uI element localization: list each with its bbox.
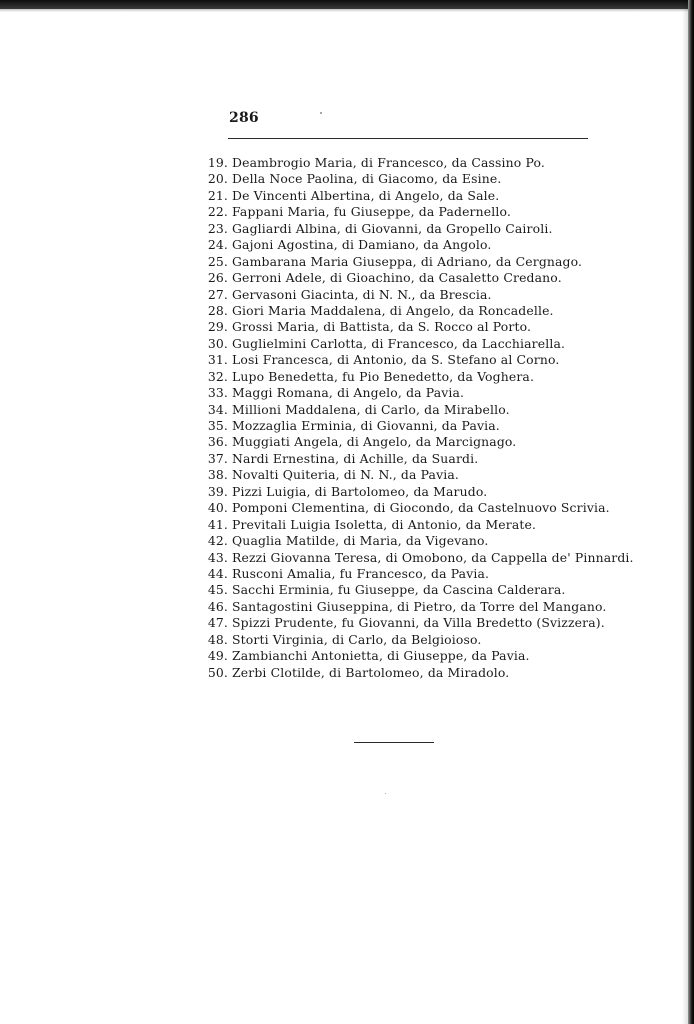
entry-text: Della Noce Paolina, di Giacomo, da Esine. [232,171,502,187]
list-item [198,434,634,450]
entry-text: Deambrogio Maria, di Francesco, da Cassino Po. [232,155,545,170]
list-item [198,599,634,615]
list-item [198,188,634,204]
entry-number: 28. [207,302,228,318]
list-item [198,566,634,582]
entry-text: Fappani Maria, fu Giuseppe, da Padernello. [232,204,511,220]
entry-number: 50. [207,664,228,680]
entry-text: Muggiati Angela, di Angelo, da Marcignago. [232,434,517,450]
list-item [198,336,634,352]
header-rule [228,138,588,139]
entry-number: 46. [207,598,228,614]
list-item [198,500,634,516]
entry-number: 22. [207,204,228,220]
scan-speck [385,793,386,794]
list-item [198,155,634,171]
entry-number: 21. [207,187,228,203]
entry-text: Mozzaglia Erminia, di Giovanni, da Pavia. [232,418,500,433]
list-item [198,484,634,500]
entry-text: Lupo Benedetta, fu Pio Benedetto, da Voghera. [232,368,535,384]
entry-number: 26. [207,270,228,286]
list-item [198,204,634,220]
list-item [198,533,634,549]
entry-number: 35. [207,418,228,433]
list-item [198,648,634,664]
entry-text: Pizzi Luigia, di Bartolomeo, da Marudo. [232,483,488,499]
entry-text: Losi Francesca, di Antonio, da S. Stefano al Corno. [232,352,560,368]
entry-number: 33. [207,385,228,401]
entry-text: Zerbi Clotilde, di Bartolomeo, da Miradolo. [232,664,510,680]
list-item [198,582,634,598]
entry-number: 39. [207,483,228,499]
entry-number: 32. [207,368,228,384]
entry-text: Giori Maria Maddalena, di Angelo, da Roncadelle. [232,302,554,318]
entry-number: 24. [207,237,228,253]
entry-text: Grossi Maria, di Battista, da S. Rocco al Porto. [232,319,532,335]
list-item [198,402,634,418]
entry-number: 34. [207,401,228,417]
entry-number: 29. [207,319,228,335]
entry-number: 30. [207,335,228,351]
list-item [198,665,634,681]
closing-rule [354,742,434,743]
entry-text: Nardi Ernestina, di Achille, da Suardi. [232,450,479,466]
list-item [198,319,634,335]
list-item [198,632,634,648]
list-item [198,418,634,434]
entry-text: Quaglia Matilde, di Maria, da Vigevano. [232,533,489,549]
entry-text: Previtali Luigia Isoletta, di Antonio, da Merate. [232,516,537,532]
list-item [198,385,634,401]
list-item [198,369,634,385]
list-item [198,270,634,286]
list-item [198,171,634,187]
entry-text: Zambianchi Antonietta, di Giuseppe, da Pavia. [232,648,530,664]
scan-speck [320,112,322,114]
list-item [198,352,634,368]
entry-number: 49. [207,648,228,664]
list-item [198,254,634,270]
entry-text: Rezzi Giovanna Teresa, di Omobono, da Cappella de' Pinnardi. [232,549,634,565]
entry-number: 48. [207,631,228,647]
entry-number: 25. [207,253,228,269]
scan-right-edge [688,0,694,1024]
entry-text: Gerroni Adele, di Gioachino, da Casaletto Credano. [232,270,562,286]
list-item [198,615,634,631]
list-item [198,221,634,237]
entry-number: 45. [207,582,228,598]
entry-text: Spizzi Prudente, fu Giovanni, da Villa Bredetto (Svizzera). [232,615,605,631]
list-item [198,287,634,303]
entry-number: 19. [207,155,228,170]
list-item [198,451,634,467]
entry-number: 44. [207,565,228,581]
entry-text: Storti Virginia, di Carlo, da Belgioioso. [232,631,482,647]
list-item [198,467,634,483]
list-item [198,517,634,533]
list-item [198,303,634,319]
entry-number: 31. [207,352,228,368]
entry-text: Rusconi Amalia, fu Francesco, da Pavia. [232,565,490,581]
entry-number: 38. [207,467,228,483]
entry-text: Santagostini Giuseppina, di Pietro, da Torre del Mangano. [232,598,607,614]
list-item [198,550,634,566]
entry-text: Maggi Romana, di Angelo, da Pavia. [232,385,465,401]
name-list [198,155,634,681]
entry-number: 36. [207,434,228,450]
scan-top-shadow [0,9,694,12]
entry-text: De Vincenti Albertina, di Angelo, da Sale. [232,187,500,203]
entry-number: 23. [207,220,228,236]
entry-number: 27. [207,286,228,302]
entry-number: 47. [207,615,228,631]
entry-text: Pomponi Clementina, di Giocondo, da Castelnuovo Scrivia. [232,500,610,516]
entry-text: Guglielmini Carlotta, di Francesco, da Lacchiarella. [232,335,566,351]
page-number: 286 [229,110,259,126]
entry-text: Gajoni Agostina, di Damiano, da Angolo. [232,237,492,253]
entry-number: 20. [207,171,228,187]
entry-text: Gagliardi Albina, di Giovanni, da Gropello Cairoli. [232,220,553,236]
entry-number: 40. [207,500,228,516]
entry-text: Sacchi Erminia, fu Giuseppe, da Cascina Calderara. [232,582,566,598]
entry-text: Gervasoni Giacinta, di N. N., da Brescia. [232,286,492,302]
entry-text: Novalti Quiteria, di N. N., da Pavia. [232,467,459,483]
entry-number: 37. [207,450,228,466]
entry-number: 41. [207,516,228,532]
entry-text: Gambarana Maria Giuseppa, di Adriano, da Cergnago. [232,253,583,269]
entry-number: 43. [207,549,228,565]
entry-text: Millioni Maddalena, di Carlo, da Mirabello. [232,401,510,417]
list-item [198,237,634,253]
entry-number: 42. [207,533,228,549]
scan-top-edge [0,0,694,9]
